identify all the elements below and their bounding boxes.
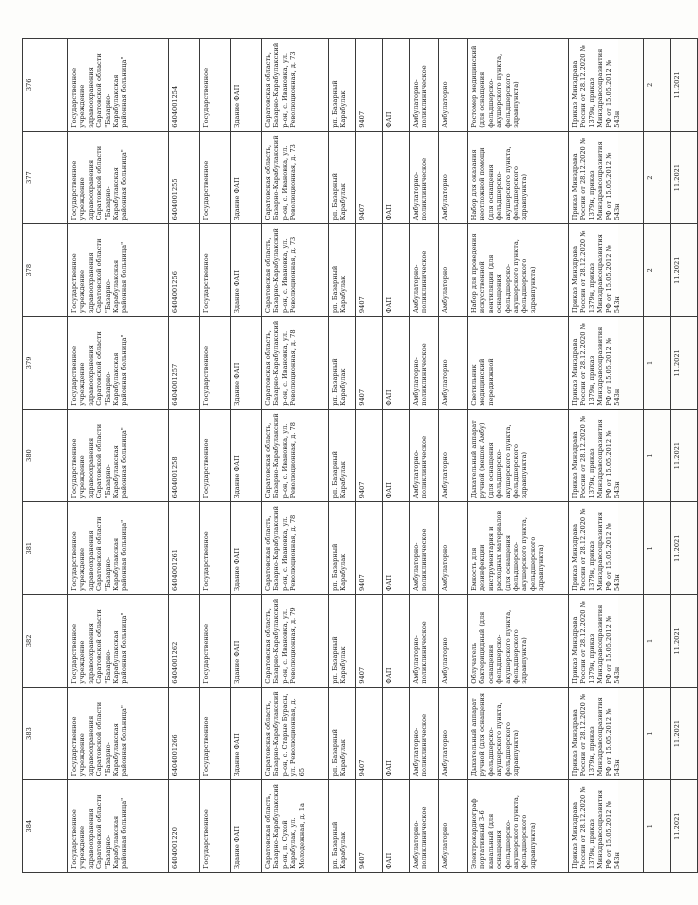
cell-code: 6404001257 [169, 317, 200, 410]
cell-code: 6404001254 [169, 39, 200, 132]
cell-date: 11.2021 [671, 317, 698, 410]
cell-locality: рп. Базарный Карабулак [329, 409, 356, 502]
cell-code: 6404001258 [169, 409, 200, 502]
cell-type: ФАП [383, 317, 410, 410]
cell-code: 6404001255 [169, 131, 200, 224]
cell-date: 11.2021 [671, 224, 698, 317]
cell-oktmo: 9407 [356, 39, 383, 132]
cell-date: 11.2021 [671, 502, 698, 595]
cell-oktmo: 9407 [356, 131, 383, 224]
cell-equipment: Светильник медицинский передвижной [468, 317, 569, 410]
cell-oktmo: 9407 [356, 502, 383, 595]
cell-order: Приказ Минздрава России от 28.12.2020 № 1379н, приказ Минздравсоцразвития РФ от 15.05.2012 № 543н [569, 224, 644, 317]
cell-number: 377 [23, 131, 68, 224]
cell-date: 11.2021 [671, 131, 698, 224]
cell-kind: Амбулаторно-поликлиническое [410, 39, 439, 132]
cell-type: ФАП [383, 502, 410, 595]
cell-qty: 1 [644, 409, 671, 502]
cell-number: 381 [23, 502, 68, 595]
cell-address: Саратовская область, Базарно-Карабулакский р-он, с. Ивановка, ул. Революционная, д. 73 [262, 224, 329, 317]
cell-qty: 1 [644, 317, 671, 410]
cell-building: Здание ФАП [231, 595, 262, 688]
cell-form: Государственное [200, 687, 231, 780]
cell-qty: 1 [644, 502, 671, 595]
cell-code: 6404001266 [169, 687, 200, 780]
cell-locality: рп. Базарный Карабулак [329, 317, 356, 410]
cell-locality: рп. Базарный Карабулак [329, 224, 356, 317]
cell-number: 379 [23, 317, 68, 410]
table-row-kind [410, 39, 439, 873]
cell-condition: Амбулаторно [439, 687, 468, 780]
cell-address: Саратовская область, Базарно-Карабулакский р-он, п. Сухой Карабулак, ул. Молодежная, д. 1а [262, 780, 329, 873]
cell-oktmo: 9407 [356, 780, 383, 873]
cell-number: 382 [23, 595, 68, 688]
cell-condition: Амбулаторно [439, 409, 468, 502]
cell-order: Приказ Минздрава России от 28.12.2020 № 1379н, приказ Минздравсоцразвития РФ от 15.05.2012 № 543н [569, 502, 644, 595]
cell-address: Саратовская область, Базарно-Карабулакский р-он, с. Ивановка, ул. Революционная, д. 78 [262, 409, 329, 502]
cell-type: ФАП [383, 595, 410, 688]
cell-order: Приказ Минздрава России от 28.12.2020 № 1379н, приказ Минздравсоцразвития РФ от 15.05.2012 № 543н [569, 595, 644, 688]
cell-condition: Амбулаторно [439, 224, 468, 317]
table-row-date [671, 39, 698, 873]
cell-form: Государственное [200, 39, 231, 132]
cell-order: Приказ Минздрава России от 28.12.2020 № 1379н, приказ Минздравсоцразвития РФ от 15.05.2012 № 543н [569, 409, 644, 502]
cell-oktmo: 9407 [356, 317, 383, 410]
table-row-type [383, 39, 410, 873]
cell-equipment: Дыхательный аппарат ручной (для оснащения фельдшерско-акушерского пункта, фельдшерского здравпункта) [468, 687, 569, 780]
cell-building: Здание ФАП [231, 780, 262, 873]
cell-code: 6404001262 [169, 595, 200, 688]
cell-qty: 1 [644, 595, 671, 688]
cell-oktmo: 9407 [356, 409, 383, 502]
cell-equipment: Облучатель бактерицидный (для оснащения фельдшерско-акушерского пункта, фельдшерского здравпункта) [468, 595, 569, 688]
cell-building: Здание ФАП [231, 687, 262, 780]
cell-org: Государственное учреждение здравоохранения Саратовской области "Базарно-Карабулакская районная больница" [68, 502, 169, 595]
cell-equipment: Емкость для дезинфекции инструментария и расходных материалов (для оснащения фельдшерско-акушерского пункта, фельдшерского здравпункта) [468, 502, 569, 595]
table-row-locality [329, 39, 356, 873]
cell-address: Саратовская область, Базарно-Карабулакский р-он, с. Ивановка, ул. Революционная, д. 79 [262, 595, 329, 688]
cell-qty: 2 [644, 224, 671, 317]
table-row-order [569, 39, 644, 873]
table-row-condition [439, 39, 468, 873]
cell-org: Государственное учреждение здравоохранения Саратовской области "Базарно-Карабулакская районная больница" [68, 409, 169, 502]
cell-number: 376 [23, 39, 68, 132]
cell-locality: рп. Базарный Карабулак [329, 687, 356, 780]
cell-building: Здание ФАП [231, 409, 262, 502]
cell-kind: Амбулаторно-поликлиническое [410, 131, 439, 224]
cell-form: Государственное [200, 502, 231, 595]
table-row-code [169, 39, 200, 873]
cell-date: 11.2021 [671, 39, 698, 132]
cell-condition: Амбулаторно [439, 317, 468, 410]
cell-qty: 2 [644, 39, 671, 132]
cell-address: Саратовская область, Базарно-Карабулакский р-он, с. Ивановка, ул. Революционная, д. 73 [262, 39, 329, 132]
cell-form: Государственное [200, 409, 231, 502]
cell-equipment: Ростомер медицинский (для оснащения фельдшерско-акушерского пункта, фельдшерского здравпункта) [468, 39, 569, 132]
cell-oktmo: 9407 [356, 224, 383, 317]
cell-condition: Амбулаторно [439, 39, 468, 132]
cell-order: Приказ Минздрава России от 28.12.2020 № 1379н, приказ Минздравсоцразвития РФ от 15.05.2012 № 543н [569, 687, 644, 780]
cell-building: Здание ФАП [231, 502, 262, 595]
cell-org: Государственное учреждение здравоохранения Саратовской области "Базарно-Карабулакская районная больница" [68, 39, 169, 132]
cell-order: Приказ Минздрава России от 28.12.2020 № 1379н, приказ Минздравсоцразвития РФ от 15.05.2012 № 543н [569, 131, 644, 224]
cell-type: ФАП [383, 39, 410, 132]
cell-qty: 1 [644, 687, 671, 780]
cell-building: Здание ФАП [231, 224, 262, 317]
cell-condition: Амбулаторно [439, 131, 468, 224]
cell-equipment: Набор для проведения искусственной вентиляции (для оснащения фельдшерско-акушерского пункта, фельдшерского здравпункта) [468, 224, 569, 317]
cell-oktmo: 9407 [356, 595, 383, 688]
cell-date: 11.2021 [671, 780, 698, 873]
cell-order: Приказ Минздрава России от 28.12.2020 № 1379н, приказ Минздравсоцразвития РФ от 15.05.2012 № 543н [569, 780, 644, 873]
cell-kind: Амбулаторно-поликлиническое [410, 502, 439, 595]
cell-type: ФАП [383, 409, 410, 502]
cell-condition: Амбулаторно [439, 595, 468, 688]
cell-condition: Амбулаторно [439, 780, 468, 873]
cell-oktmo: 9407 [356, 687, 383, 780]
cell-type: ФАП [383, 780, 410, 873]
cell-kind: Амбулаторно-поликлиническое [410, 224, 439, 317]
cell-building: Здание ФАП [231, 317, 262, 410]
cell-kind: Амбулаторно-поликлиническое [410, 687, 439, 780]
cell-form: Государственное [200, 317, 231, 410]
cell-form: Государственное [200, 595, 231, 688]
cell-type: ФАП [383, 224, 410, 317]
cell-order: Приказ Минздрава России от 28.12.2020 № 1379н, приказ Минздравсоцразвития РФ от 15.05.2012 № 543н [569, 39, 644, 132]
cell-date: 11.2021 [671, 409, 698, 502]
cell-address: Саратовская область, Базарно-Карабулакский р-он, с. Ивановка, ул. Революционная, д. 78 [262, 502, 329, 595]
cell-number: 384 [23, 780, 68, 873]
cell-code: 6404001256 [169, 224, 200, 317]
cell-org: Государственное учреждение здравоохранения Саратовской области "Базарно-Карабулакская районная больница" [68, 595, 169, 688]
cell-number: 383 [23, 687, 68, 780]
cell-code: 6404001261 [169, 502, 200, 595]
cell-kind: Амбулаторно-поликлиническое [410, 317, 439, 410]
cell-type: ФАП [383, 131, 410, 224]
cell-date: 11.2021 [671, 595, 698, 688]
table-row-org [68, 39, 169, 873]
cell-address: Саратовская область, Базарно-Карабулакский р-он, с. Ивановка, ул. Революционная, д. 78 [262, 317, 329, 410]
table-row-form [200, 39, 231, 873]
cell-equipment: Набор для оказания неотложной помощи (для оснащения фельдшерско-акушерского пункта, фельдшерского здравпункта) [468, 131, 569, 224]
cell-address: Саратовская область, Базарно-Карабулакский р-он, с. Старые Бурасы, ул. Революционная, д. 65 [262, 687, 329, 780]
cell-code: 6404001220 [169, 780, 200, 873]
cell-number: 378 [23, 224, 68, 317]
cell-form: Государственное [200, 131, 231, 224]
cell-locality: рп. Базарный Карабулак [329, 39, 356, 132]
cell-equipment: Дыхательный аппарат ручной (мешок Амбу) (для оснащения фельдшерско-акушерского пункта, фельдшерского здравпункта) [468, 409, 569, 502]
cell-org: Государственное учреждение здравоохранения Саратовской области "Базарно-Карабулакская районная больница" [68, 317, 169, 410]
cell-org: Государственное учреждение здравоохранения Саратовской области "Базарно-Карабулакская районная больница" [68, 780, 169, 873]
equipment-register-table [22, 38, 698, 873]
table-row-qty [644, 39, 671, 873]
cell-locality: рп. Базарный Карабулак [329, 131, 356, 224]
table-row-number [23, 39, 68, 873]
cell-equipment: Электрокардиограф портативный 3-6 канальный (для оснащения фельдшерско-акушерского пункта, фельдшерского здравпункта) [468, 780, 569, 873]
cell-qty: 1 [644, 780, 671, 873]
cell-address: Саратовская область, Базарно-Карабулакский р-он, с. Ивановка, ул. Революционная, д. 73 [262, 131, 329, 224]
cell-building: Здание ФАП [231, 39, 262, 132]
cell-org: Государственное учреждение здравоохранения Саратовской области "Базарно-Карабулакская районная больница" [68, 131, 169, 224]
cell-kind: Амбулаторно-поликлиническое [410, 780, 439, 873]
rotated-table-wrapper [22, 38, 681, 873]
cell-org: Государственное учреждение здравоохранения Саратовской области "Базарно-Карабулакская районная больница" [68, 687, 169, 780]
cell-condition: Амбулаторно [439, 502, 468, 595]
cell-building: Здание ФАП [231, 131, 262, 224]
cell-number: 380 [23, 409, 68, 502]
cell-type: ФАП [383, 687, 410, 780]
cell-kind: Амбулаторно-поликлиническое [410, 595, 439, 688]
table-row-address [262, 39, 329, 873]
table-row-oktmo [356, 39, 383, 873]
cell-kind: Амбулаторно-поликлиническое [410, 409, 439, 502]
cell-date: 11.2021 [671, 687, 698, 780]
cell-locality: рп. Базарный Карабулак [329, 780, 356, 873]
table-row-building [231, 39, 262, 873]
cell-org: Государственное учреждение здравоохранения Саратовской области "Базарно-Карабулакская районная больница" [68, 224, 169, 317]
cell-locality: рп. Базарный Карабулак [329, 502, 356, 595]
table-row-equipment [468, 39, 569, 873]
cell-qty: 2 [644, 131, 671, 224]
cell-locality: рп. Базарный Карабулак [329, 595, 356, 688]
cell-form: Государственное [200, 224, 231, 317]
cell-form: Государственное [200, 780, 231, 873]
cell-order: Приказ Минздрава России от 28.12.2020 № 1379н, приказ Минздравсоцразвития РФ от 15.05.2012 № 543н [569, 317, 644, 410]
